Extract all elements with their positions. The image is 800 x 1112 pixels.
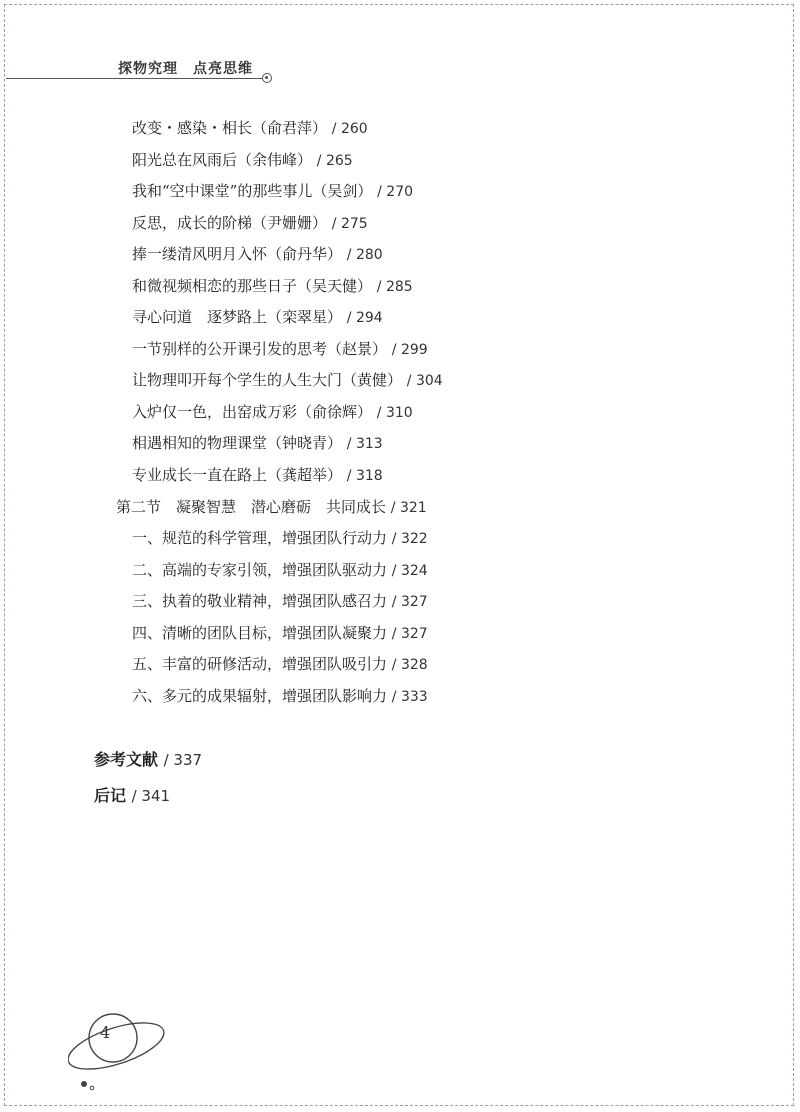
entry-title: 入炉仅一色，出窑成万彩（俞徐辉） <box>132 403 373 421</box>
section-title: 第二节 凝聚智慧 潜心磨砺 共同成长 <box>116 498 387 516</box>
toc-entry[interactable] <box>132 465 383 486</box>
entry-page: / 260 <box>331 121 368 137</box>
entry-title: 让物理叩开每个学生的人生大门（黄健） <box>132 371 403 389</box>
subsection-page: / 322 <box>391 531 428 547</box>
entry-title: 和微视频相恋的那些日子（吴天健） <box>132 277 373 295</box>
toc-entry[interactable] <box>132 339 428 360</box>
toc-subsection[interactable] <box>132 623 428 644</box>
toc-subsection[interactable] <box>132 686 428 707</box>
entry-title: 改变・感染・相长（俞君萍） <box>132 119 328 137</box>
toc-entry[interactable] <box>132 118 368 139</box>
toc-subsection[interactable] <box>132 654 428 675</box>
back-matter-title: 后记 <box>94 786 127 805</box>
toc-entry[interactable] <box>132 307 383 328</box>
entry-title: 相遇相知的物理课堂（钟晓青） <box>132 434 343 452</box>
toc-entry[interactable] <box>132 433 383 454</box>
toc-entry[interactable] <box>132 276 413 297</box>
entry-page: / 304 <box>406 373 443 389</box>
toc-subsection[interactable] <box>132 528 428 549</box>
toc-back-matter[interactable] <box>94 750 202 770</box>
toc-subsection[interactable] <box>132 591 428 612</box>
entry-page: / 318 <box>346 468 383 484</box>
toc-section-heading[interactable] <box>116 497 427 518</box>
subsection-page: / 327 <box>391 594 428 610</box>
back-matter-page: / 337 <box>163 751 203 769</box>
header-rule <box>6 78 264 79</box>
subsection-page: / 328 <box>391 657 428 673</box>
toc-subsection[interactable] <box>132 560 428 581</box>
entry-page: / 294 <box>346 310 383 326</box>
entry-page: / 265 <box>316 153 353 169</box>
entry-title: 专业成长一直在路上（龚超举） <box>132 466 343 484</box>
back-matter-page: / 341 <box>131 787 171 805</box>
toc-back-matter[interactable] <box>94 786 170 806</box>
entry-title: 一节别样的公开课引发的思考（赵景） <box>132 340 388 358</box>
page-number: 4 <box>100 1023 111 1042</box>
toc-entry[interactable] <box>132 370 443 391</box>
entry-page: / 280 <box>346 247 383 263</box>
entry-page: / 310 <box>376 405 413 421</box>
entry-title: 反思，成长的阶梯（尹姗姗） <box>132 214 328 232</box>
entry-title: 我和“空中课堂”的那些事儿（吴剑） <box>132 182 373 200</box>
header-ornament-icon <box>262 73 272 83</box>
entry-page: / 299 <box>391 342 428 358</box>
subsection-title: 二、高端的专家引领，增强团队驱动力 <box>132 561 388 579</box>
subsection-title: 一、规范的科学管理，增强团队行动力 <box>132 529 388 547</box>
subsection-title: 六、多元的成果辐射，增强团队影响力 <box>132 687 388 705</box>
toc-entry[interactable] <box>132 213 368 234</box>
entry-page: / 285 <box>376 279 413 295</box>
entry-title: 寻心问道 逐梦路上（栾翠星） <box>132 308 343 326</box>
toc-entry[interactable] <box>132 244 383 265</box>
subsection-title: 三、执着的敬业精神，增强团队感召力 <box>132 592 388 610</box>
toc-entry[interactable] <box>132 402 413 423</box>
planet-ornament-icon <box>68 1008 188 1098</box>
toc-entry[interactable] <box>132 181 413 202</box>
subsection-title: 四、清晰的团队目标，增强团队凝聚力 <box>132 624 388 642</box>
entry-page: / 270 <box>377 184 414 200</box>
entry-page: / 275 <box>331 216 368 232</box>
entry-page: / 313 <box>346 436 383 452</box>
page-border <box>4 4 794 1106</box>
section-page: / 321 <box>390 500 427 516</box>
subsection-page: / 327 <box>391 626 428 642</box>
entry-title: 捧一缕清风明月入怀（俞丹华） <box>132 245 343 263</box>
entry-title: 阳光总在风雨后（余伟峰） <box>132 151 313 169</box>
toc-entry[interactable] <box>132 150 353 171</box>
subsection-page: / 333 <box>391 689 428 705</box>
running-header: 探物究理 点亮思维 <box>118 61 253 77</box>
subsection-title: 五、丰富的研修活动，增强团队吸引力 <box>132 655 388 673</box>
back-matter-title: 参考文献 <box>94 750 159 769</box>
subsection-page: / 324 <box>391 563 428 579</box>
